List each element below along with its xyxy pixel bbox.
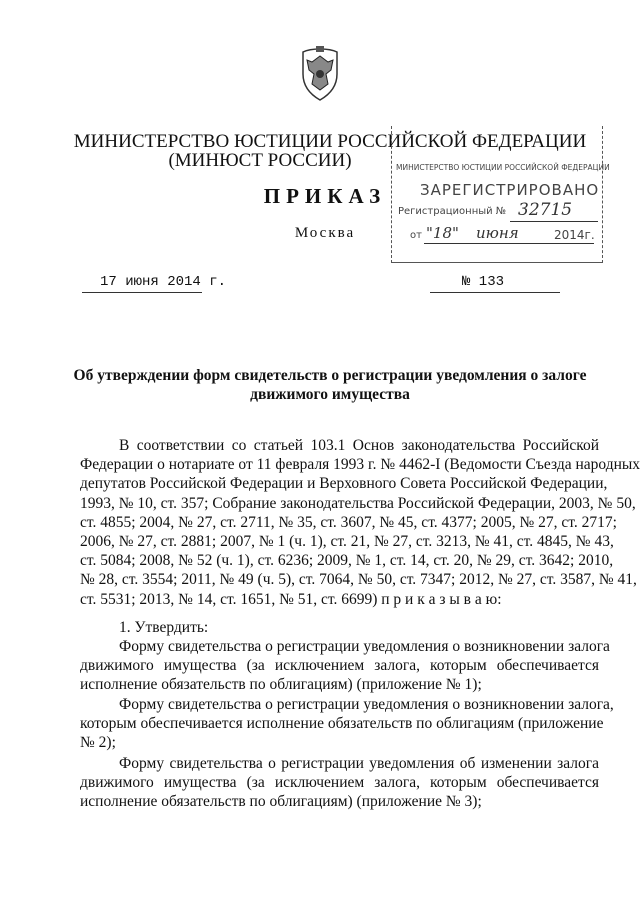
body-line: Форму свидетельства о регистрации уведомления об изменении залога <box>119 755 599 772</box>
body-line: ст. 5531; 2013, № 14, ст. 1651, № 51, ст. 6699) п р и к а з ы в а ю: <box>80 591 502 608</box>
stamp-org: МИНИСТЕРСТВО ЮСТИЦИИ РОССИЙСКОЙ ФЕДЕРАЦИИ <box>396 163 610 172</box>
registration-stamp <box>391 126 610 263</box>
body-line: исполнение обязательств по облигациям) (приложение № 3); <box>80 793 482 810</box>
body-line: В соответствии со статьей 103.1 Основ законодательства Российской <box>119 437 599 454</box>
city: Москва <box>294 225 356 241</box>
title-line: движимого имущества <box>250 386 410 403</box>
body-line: 2006, № 27, ст. 2881; 2007, № 1 (ч. 1), ст. 21, № 27, ст. 3213, № 41, ст. 4845, № 43, <box>80 533 614 550</box>
stamp-month: июня <box>476 224 519 242</box>
title-line: Об утверждении форм свидетельств о регистрации уведомления о залоге <box>73 367 587 384</box>
order-date: 17 июня 2014 г. <box>100 274 227 290</box>
body-line: которым обеспечивается исполнение обязательств по облигациям (приложение <box>80 715 604 732</box>
body-line: Форму свидетельства о регистрации уведомления о возникновении залога, <box>119 696 614 713</box>
stamp-status: ЗАРЕГИСТРИРОВАНО <box>420 181 600 199</box>
stamp-reg-label: Регистрационный № <box>398 206 507 217</box>
body-line: Форму свидетельства о регистрации уведомления о возникновении залога <box>119 638 610 655</box>
body-line: Федерации о нотариате от 11 февраля 1993 г. № 4462-I (Ведомости Съезда народных <box>80 456 640 473</box>
body-line: ст. 5084; 2008, № 52 (ч. 1), ст. 6236; 2009, № 1, ст. 14, ст. 20, № 29, ст. 3642; 2010, <box>80 552 614 569</box>
body-line: № 2); <box>80 734 116 751</box>
document-type: ПРИКАЗ <box>263 184 387 208</box>
body-line: движимого имущества (за исключением залога, которым обеспечивается <box>80 657 599 674</box>
body-line: ст. 4855; 2004, № 27, ст. 2711, № 35, ст. 3607, № 45, ст. 4377; 2005, № 27, ст. 2717; <box>80 514 617 531</box>
body-line: № 28, ст. 3554; 2011, № 49 (ч. 5), ст. 7064, № 50, ст. 7347; 2012, № 27, ст. 3587, № 41, <box>80 571 637 588</box>
coat-of-arms-emblem <box>297 44 343 102</box>
body-line: движимого имущества (за исключением залога, которым обеспечивается <box>80 774 599 791</box>
stamp-year: 2014г. <box>554 228 595 242</box>
stamp-day: "18" <box>426 224 459 242</box>
body-line: исполнение обязательств по облигациям) (приложение № 1); <box>80 676 482 693</box>
order-number: № 133 <box>462 274 505 290</box>
date-underline <box>82 292 202 293</box>
stamp-date-prefix: от <box>410 230 422 241</box>
number-underline <box>430 292 560 293</box>
body-line: 1993, № 10, ст. 357; Собрание законодательства Российской Федерации, 2003, № 50, <box>80 495 636 512</box>
ministry-short-name: (МИНЮСТ РОССИИ) <box>168 150 352 171</box>
body-line: депутатов Российской Федерации и Верховного Совета Российской Федерации, <box>80 475 608 492</box>
stamp-reg-number: 32715 <box>518 200 573 220</box>
ministry-name: МИНИСТЕРСТВО ЮСТИЦИИ РОССИЙСКОЙ ФЕДЕРАЦИИ <box>73 131 587 152</box>
body-line: 1. Утвердить: <box>119 619 209 636</box>
document-title <box>70 366 590 404</box>
